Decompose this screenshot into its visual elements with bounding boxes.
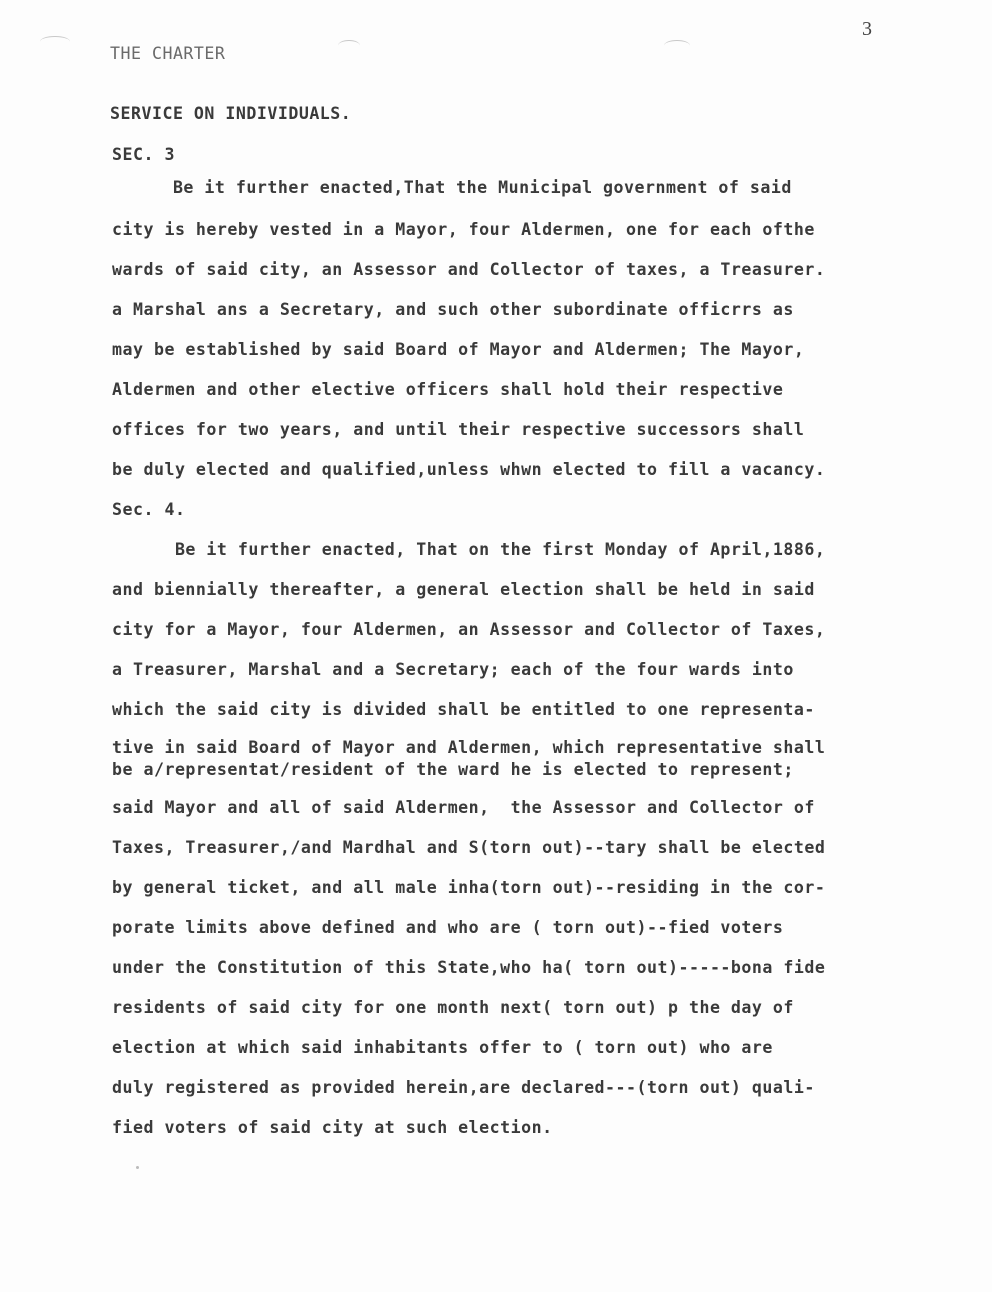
text-line: offices for two years, and until their respective successors shall <box>112 420 805 439</box>
text-line: SEC. 3 <box>112 145 175 164</box>
text-line: Be it further enacted,That the Municipal government of said <box>110 178 792 197</box>
text-line: wards of said city, an Assessor and Collector of taxes, a Treasurer. <box>112 260 826 279</box>
text-line: city is hereby vested in a Mayor, four Aldermen, one for each ofthe <box>112 220 815 239</box>
text-line: said Mayor and all of said Aldermen, the Assessor and Collector of <box>112 798 815 817</box>
text-line: fied voters of said city at such election. <box>112 1118 553 1137</box>
scan-speck <box>136 1166 139 1169</box>
text-line: be duly elected and qualified,unless whwn elected to fill a vacancy. <box>112 460 826 479</box>
text-line: Taxes, Treasurer,/and Mardhal and S(torn out)--tary shall be elected <box>112 838 826 857</box>
text-line: city for a Mayor, four Aldermen, an Assessor and Collector of Taxes, <box>112 620 826 639</box>
text-line: under the Constitution of this State,who ha( torn out)-----bona fide <box>112 958 826 977</box>
text-line: which the said city is divided shall be entitled to one representa- <box>112 700 815 719</box>
text-line: duly registered as provided herein,are declared---(torn out) quali- <box>112 1078 815 1097</box>
page-number: 3 <box>862 18 872 40</box>
text-line: Aldermen and other elective officers shall hold their respective <box>112 380 784 399</box>
text-line: be a/representat/resident of the ward he is elected to represent; <box>112 760 794 779</box>
text-line: and biennially thereafter, a general election shall be held in said <box>112 580 815 599</box>
text-line: a Treasurer, Marshal and a Secretary; each of the four wards into <box>112 660 794 679</box>
text-line: may be established by said Board of Mayor and Aldermen; The Mayor, <box>112 340 805 359</box>
scan-smudge <box>40 36 70 47</box>
section-title: SERVICE ON INDIVIDUALS. <box>110 104 352 123</box>
text-line: a Marshal ans a Secretary, and such other subordinate officrrs as <box>112 300 794 319</box>
text-line: residents of said city for one month next( torn out) p the day of <box>112 998 794 1017</box>
scan-smudge <box>338 40 360 51</box>
text-line: porate limits above defined and who are ( torn out)--fied voters <box>112 918 784 937</box>
text-line: election at which said inhabitants offer to ( torn out) who are <box>112 1038 773 1057</box>
document-header: THE CHARTER <box>110 44 226 63</box>
scan-smudge <box>664 40 690 51</box>
text-line: by general ticket, and all male inha(torn out)--residing in the cor- <box>112 878 826 897</box>
text-line: Sec. 4. <box>112 500 186 519</box>
text-line: Be it further enacted, That on the first Monday of April,1886, <box>112 540 826 559</box>
text-line: tive in said Board of Mayor and Aldermen, which representative shall <box>112 738 826 757</box>
